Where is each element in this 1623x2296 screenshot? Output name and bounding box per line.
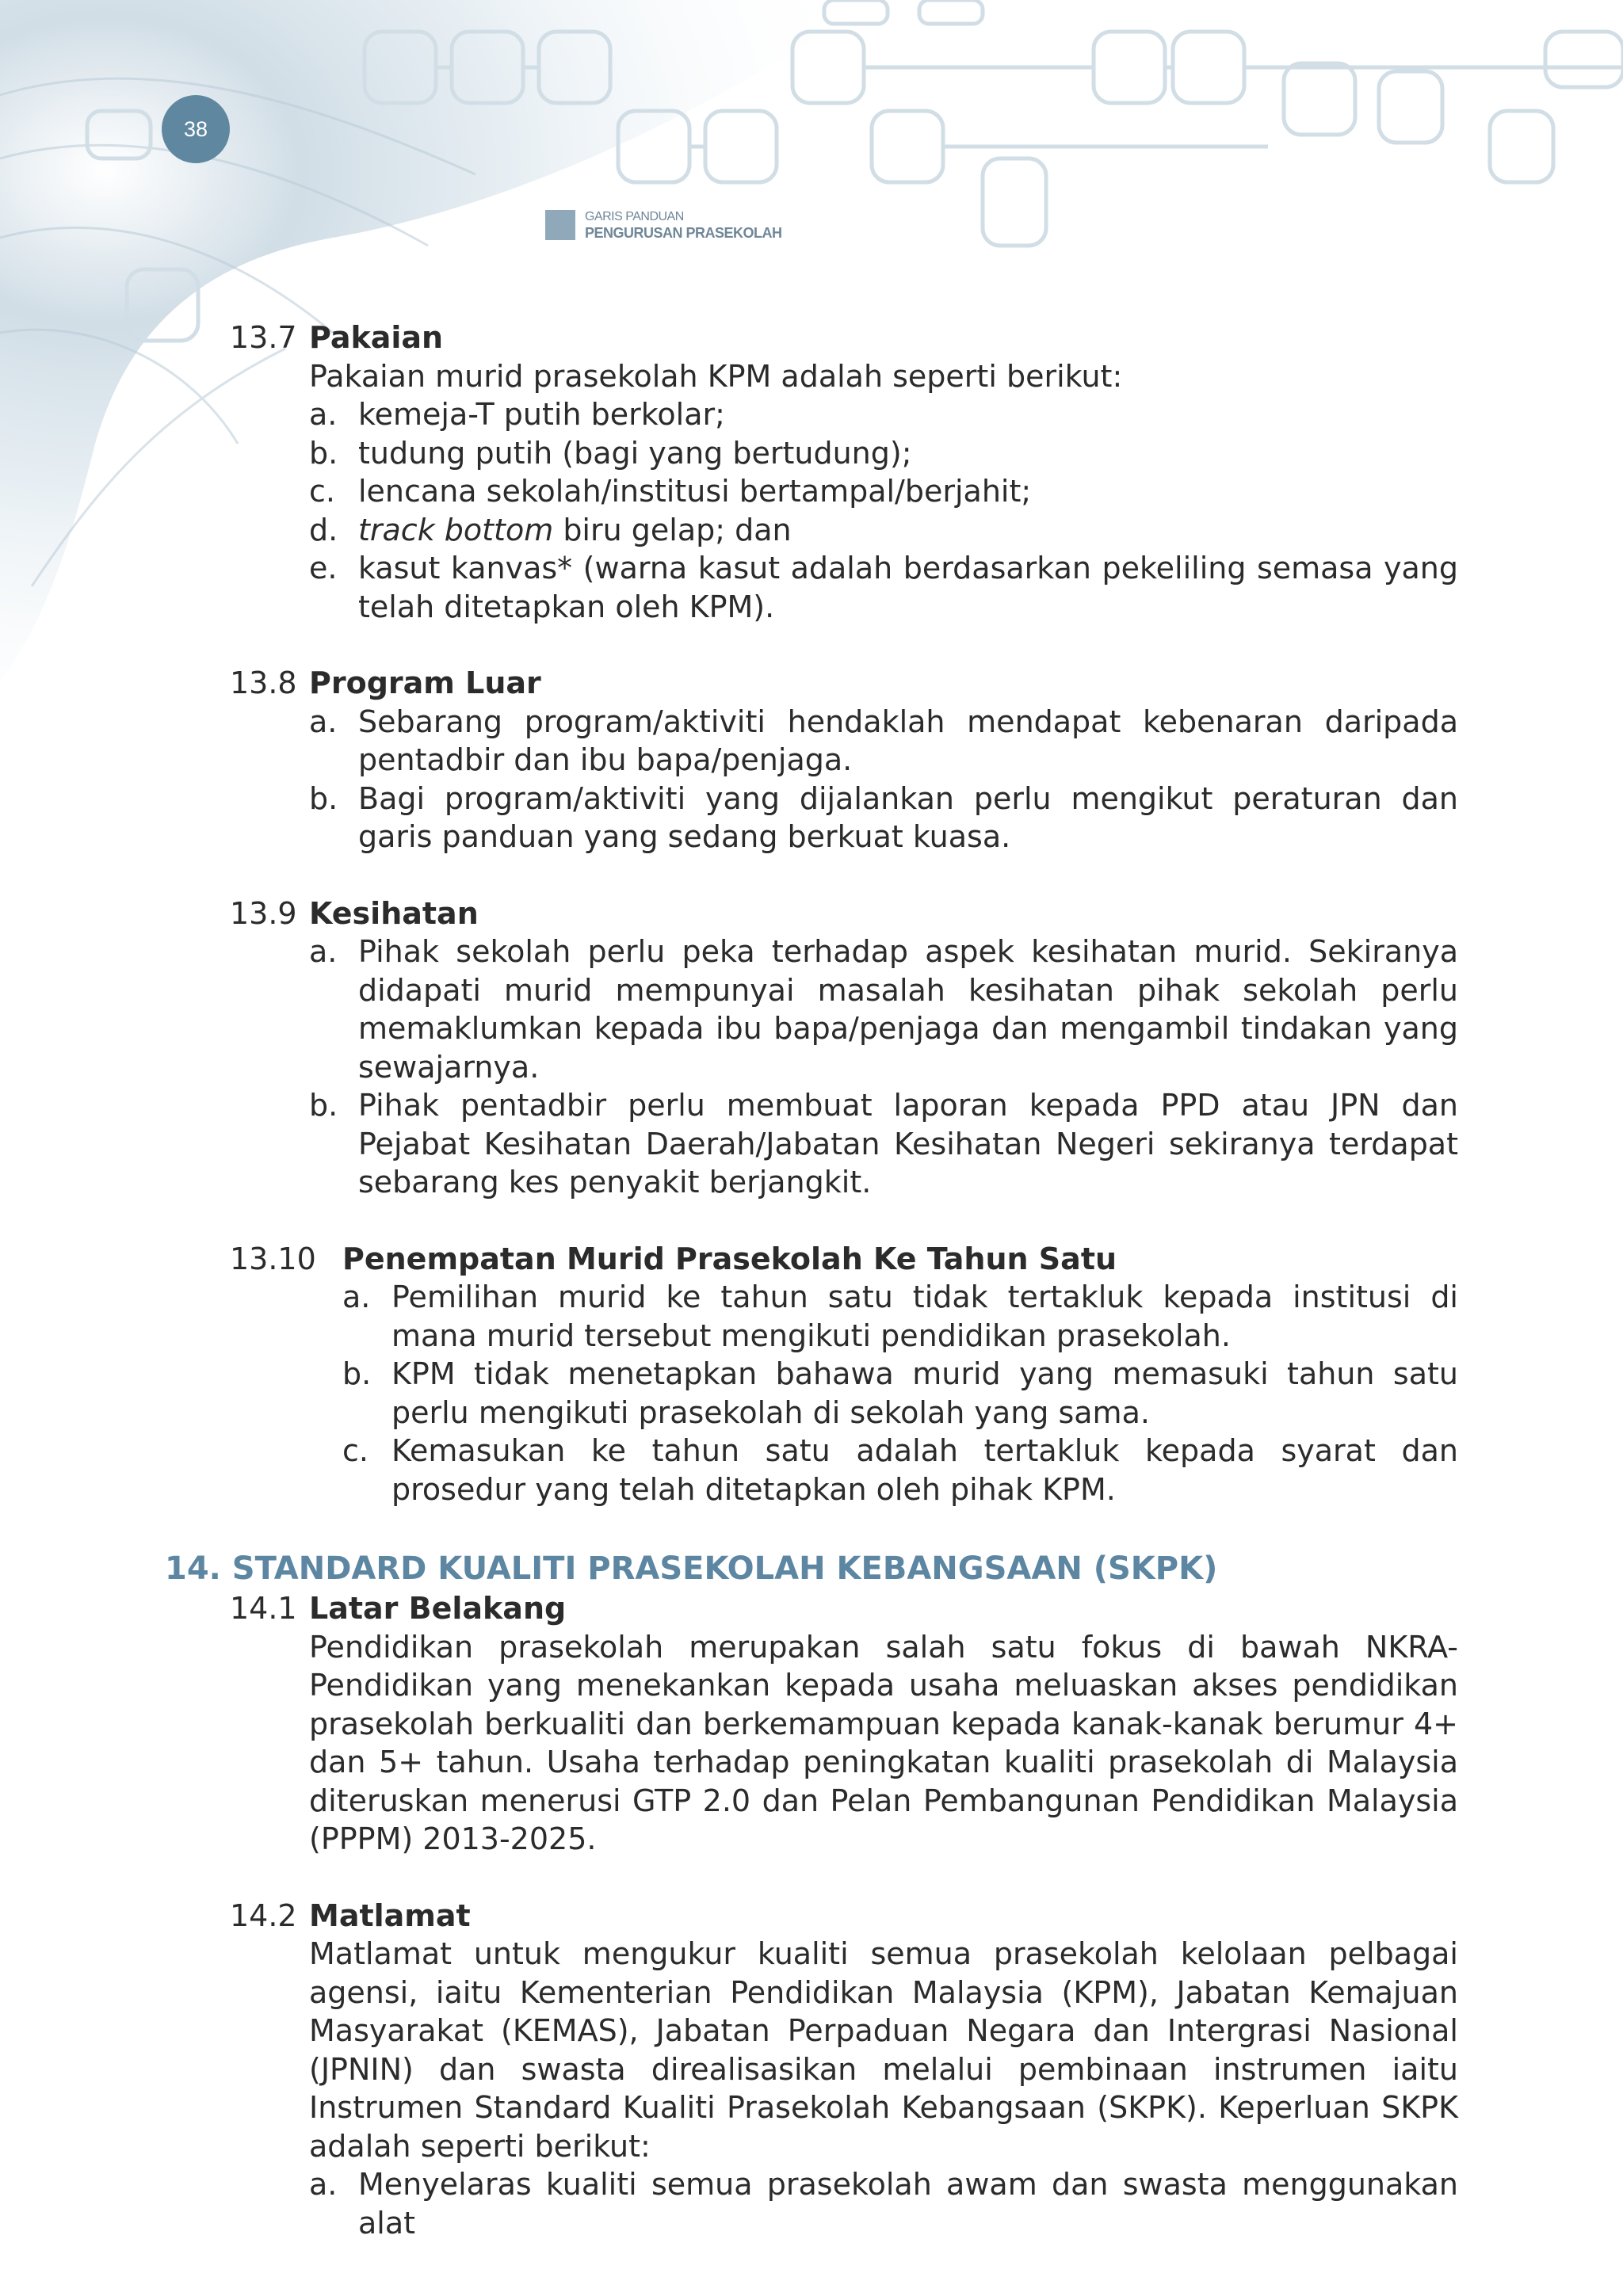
list-item <box>342 1355 1458 1432</box>
list-text: Pihak pentadbir perlu membuat laporan kepada PPD atau JPN dan Pejabat Kesihatan Daerah/Jabatan Kesihatan Negeri sekiranya terdapat sebarang kes penyakit berjangkit. <box>358 1088 1458 1199</box>
section-number: 13.8 <box>230 666 297 700</box>
page-number: 38 <box>183 116 208 141</box>
brand-line-2: PENGURUSAN PRASEKOLAH <box>585 225 782 241</box>
list-marker: d. <box>309 512 338 547</box>
section-heading <box>0 318 1623 357</box>
section-title: Pakaian <box>309 320 444 355</box>
document-body <box>0 318 1623 2280</box>
list-text <box>358 511 1458 550</box>
list-text: Pemilihan murid ke tahun satu tidak tertakluk kepada institusi di mana murid tersebut mengikuti pendidikan prasekolah. <box>391 1280 1458 1353</box>
section-number: 14.1 <box>230 1591 297 1626</box>
section-title: Kesihatan <box>309 895 479 931</box>
list-item <box>309 780 1458 856</box>
list-item <box>309 2165 1458 2242</box>
section-heading <box>0 1897 1623 1936</box>
list-item <box>309 703 1458 780</box>
list-marker: c. <box>309 474 335 509</box>
section-13-7 <box>0 318 1623 626</box>
section-intro: Pakaian murid prasekolah KPM adalah seperti berikut: <box>309 358 1123 394</box>
list-text: kemeja-T putih berkolar; <box>358 397 725 432</box>
header-brand <box>545 209 782 241</box>
list-text: Sebarang program/aktiviti hendaklah mendapat kebenaran daripada pentadbir dan ibu bapa/penjaga. <box>358 704 1458 777</box>
list-item <box>309 434 1458 473</box>
section-paragraph: Matlamat untuk mengukur kualiti semua prasekolah kelolaan pelbagai agensi, iaitu Kementerian Pendidikan Malaysia (KPM), Jabatan Kemajuan Masyarakat (KEMAS), Jabatan Perpaduan Negara dan Intergrasi Nasional (JPNIN) dan swasta direalisasikan melalui pembinaan instrumen iaitu Instrumen Standard Kualiti Prasekolah Kebangsaan (SKPK). Keperluan SKPK adalah seperti berikut: <box>309 1936 1458 2164</box>
list-marker: e. <box>309 551 338 585</box>
section-title: Latar Belakang <box>309 1591 567 1626</box>
section-number: 13.9 <box>230 895 297 931</box>
list-text: KPM tidak menetapkan bahawa murid yang memasuki tahun satu perlu mengikuti prasekolah di sekolah yang sama. <box>391 1356 1458 1430</box>
section-13-10 <box>0 1240 1623 1509</box>
section-heading <box>0 894 1623 933</box>
section-13-8 <box>0 664 1623 856</box>
brand-text <box>585 209 782 241</box>
list-text: Pihak sekolah perlu peka terhadap aspek kesihatan murid. Sekiranya didapati murid mempunyai masalah kesihatan pihak sekolah perlu memaklumkan kepada ibu bapa/penjaga dan mengambil tindakan yang sewajarnya. <box>358 934 1458 1085</box>
list-item <box>309 472 1458 511</box>
list-text: kasut kanvas* (warna kasut adalah berdasarkan pekeliling semasa yang telah ditetapkan oleh KPM). <box>358 551 1458 624</box>
section-number: 13.7 <box>230 320 297 355</box>
list-marker: b. <box>309 780 338 816</box>
list-text: Kemasukan ke tahun satu adalah tertakluk kepada syarat dan prosedur yang telah ditetapkan oleh pihak KPM. <box>391 1433 1458 1507</box>
page-number-badge <box>162 95 230 163</box>
italic-term: track bottom <box>358 512 554 547</box>
section-number: 13.10 <box>230 1241 316 1276</box>
section-heading <box>0 664 1623 703</box>
list-marker: a. <box>309 934 338 969</box>
section-paragraph: Pendidikan prasekolah merupakan salah satu fokus di bawah NKRA-Pendidikan yang menekankan kepada usaha meluaskan akses pendidikan prasekolah berkualiti dan berkemampuan kepada kanak-kanak berumur 4+ dan 5+ tahun. Usaha terhadap peningkatan kualiti prasekolah di Malaysia diteruskan menerusi GTP 2.0 dan Pelan Pembangunan Pendidikan Malaysia (PPPM) 2013-2025. <box>309 1629 1458 1856</box>
list-text: Menyelaras kualiti semua prasekolah awam dan swasta menggunakan alat <box>358 2167 1458 2241</box>
list-text: tudung putih (bagi yang bertudung); <box>358 435 912 471</box>
list-marker: a. <box>309 704 338 739</box>
list-item <box>342 1278 1458 1355</box>
list-item <box>309 933 1458 1086</box>
list-marker: b. <box>342 1356 372 1391</box>
section-title: Matlamat <box>309 1897 471 1933</box>
section-title: Penempatan Murid Prasekolah Ke Tahun Satu <box>342 1241 1117 1276</box>
section-number: 14.2 <box>230 1897 297 1933</box>
brand-line-1: GARIS PANDUAN <box>585 210 684 223</box>
list-item <box>309 549 1458 626</box>
list-item <box>309 395 1458 434</box>
list-marker: a. <box>309 2167 338 2202</box>
list-marker: c. <box>342 1433 369 1468</box>
placement-list <box>342 1278 1458 1508</box>
section-14-2 <box>0 1897 1623 2243</box>
brand-square-icon <box>545 210 575 240</box>
health-list <box>309 933 1458 1202</box>
skpk-list <box>309 2165 1458 2242</box>
section-14-1 <box>0 1589 1623 1859</box>
list-item <box>342 1432 1458 1508</box>
list-text-rest: biru gelap; dan <box>553 512 792 547</box>
clothing-list <box>309 395 1458 626</box>
list-item <box>309 511 1458 550</box>
list-marker: b. <box>309 435 338 471</box>
list-item <box>309 1086 1458 1202</box>
section-title: Program Luar <box>309 666 541 700</box>
program-list <box>309 703 1458 856</box>
list-marker: a. <box>342 1280 371 1314</box>
list-marker: b. <box>309 1088 338 1123</box>
section-heading <box>0 1589 1623 1628</box>
chapter-heading-14: 14. STANDARD KUALITI PRASEKOLAH KEBANGSAAN (SKPK) <box>165 1550 1218 1587</box>
list-text: lencana sekolah/institusi bertampal/berjahit; <box>358 474 1032 509</box>
section-heading <box>0 1240 1623 1279</box>
list-text: Bagi program/aktiviti yang dijalankan perlu mengikut peraturan dan garis panduan yang sedang berkuat kuasa. <box>358 780 1458 854</box>
section-13-9 <box>0 894 1623 1202</box>
list-marker: a. <box>309 397 338 432</box>
